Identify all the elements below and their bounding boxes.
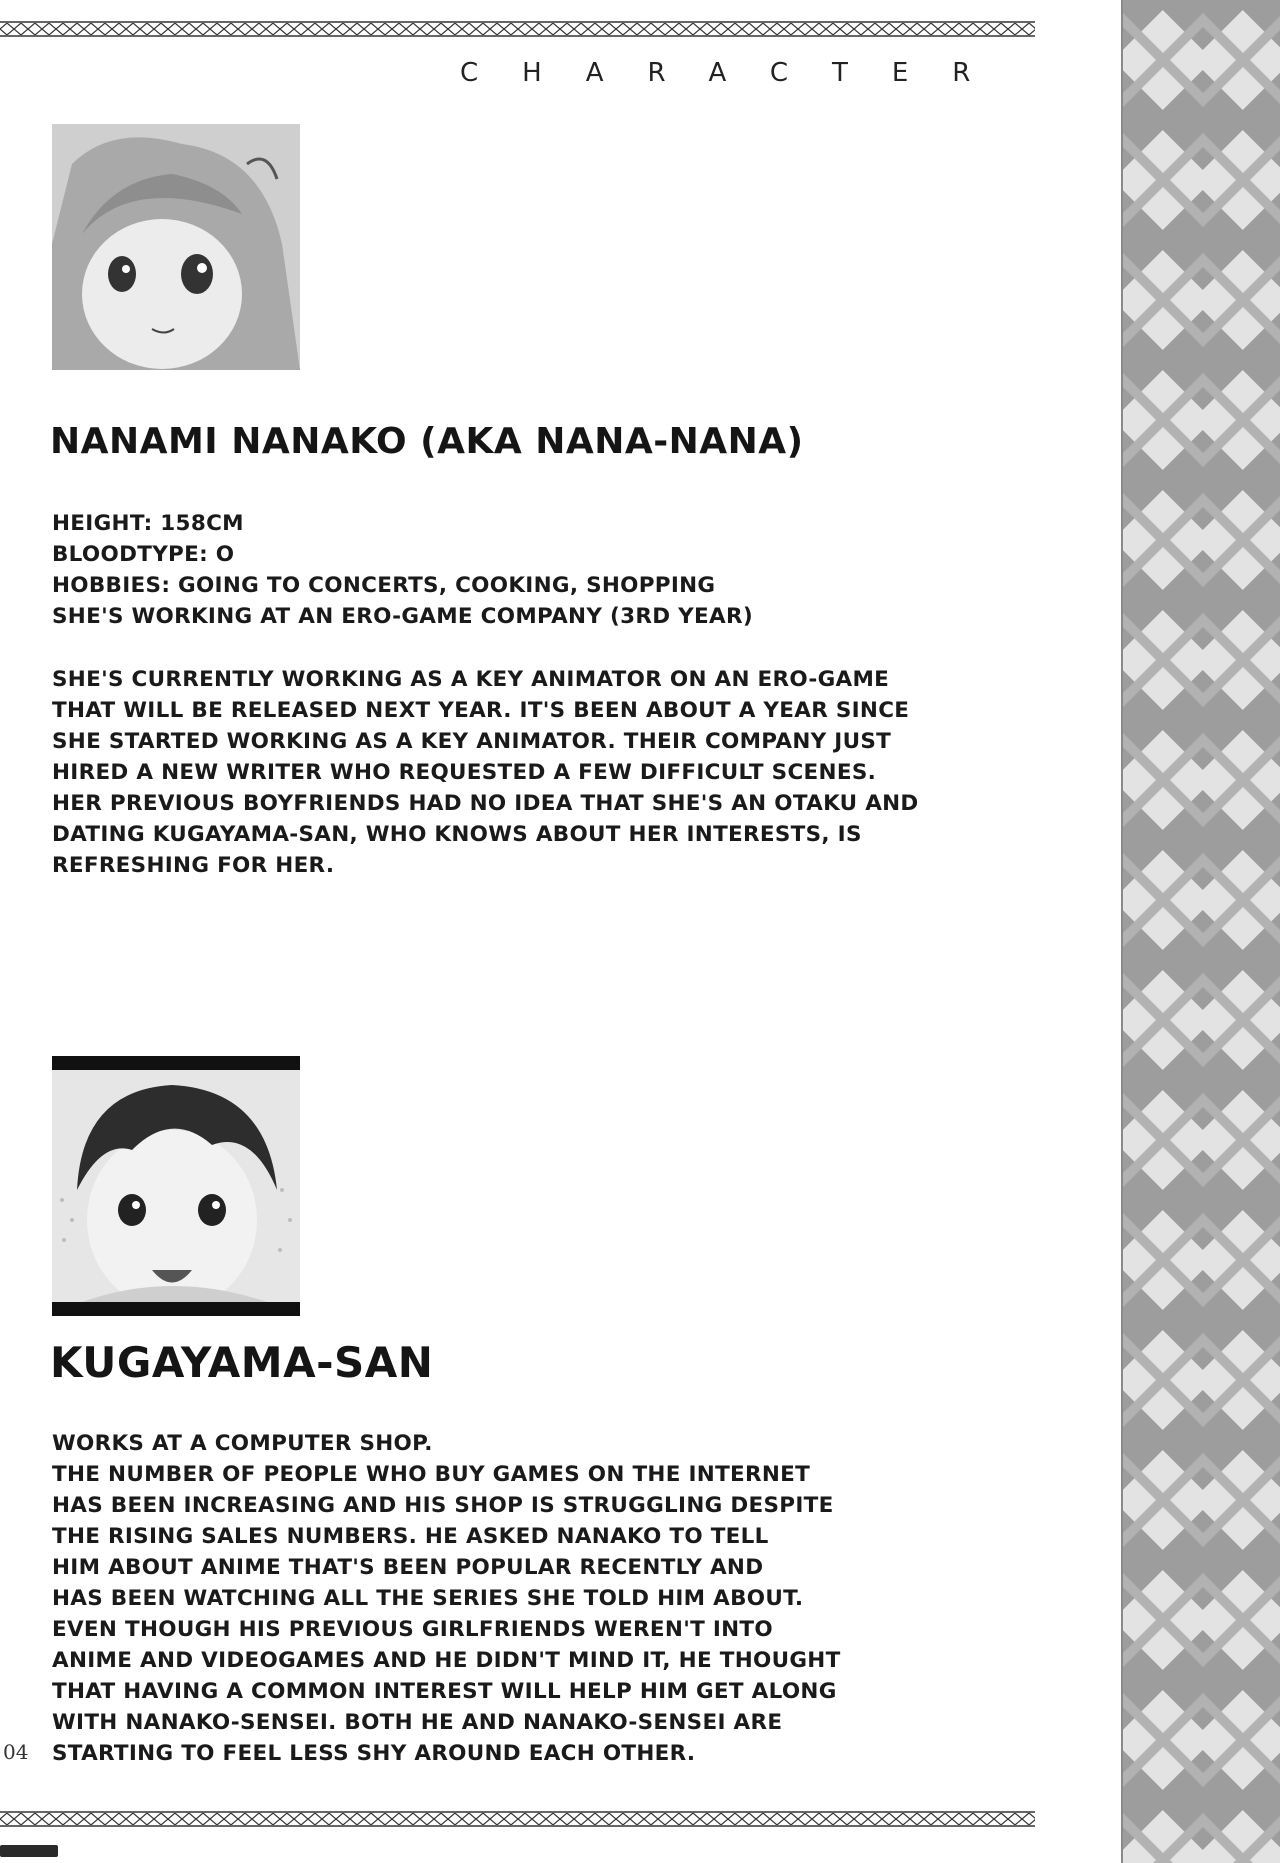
bio-line: THAT HAVING A COMMON INTEREST WILL HELP HIM GET ALONG [52,1679,837,1704]
diamond-pattern-strip [1121,0,1280,1863]
bio-line: REFRESHING FOR HER. [52,853,335,878]
bio-line: EVEN THOUGH HIS PREVIOUS GIRLFRIENDS WEREN'T INTO [52,1617,773,1642]
page-edge-mark [0,1845,58,1857]
bio-line: DATING KUGAYAMA-SAN, WHO KNOWS ABOUT HER INTERESTS, IS [52,822,862,847]
bio-line: WORKS AT A COMPUTER SHOP. [52,1431,433,1456]
bio-line: HAS BEEN INCREASING AND HIS SHOP IS STRUGGLING DESPITE [52,1493,834,1518]
stat-height: HEIGHT: 158CM [52,511,244,536]
bio-line: SHE STARTED WORKING AS A KEY ANIMATOR. THEIR COMPANY JUST [52,729,892,754]
bio-line: ANIME AND VIDEOGAMES AND HE DIDN'T MIND IT, HE THOUGHT [52,1648,841,1673]
bio-line: THAT WILL BE RELEASED NEXT YEAR. IT'S BEEN ABOUT A YEAR SINCE [52,698,910,723]
decorative-bottom-border [0,1810,1035,1828]
page-number: 04 [3,1740,29,1764]
nanako-portrait [52,124,300,370]
stat-hobbies: HOBBIES: GOING TO CONCERTS, COOKING, SHOPPING [52,573,716,598]
bio-line: STARTING TO FEEL LESS SHY AROUND EACH OTHER. [52,1741,696,1766]
bio-line: THE NUMBER OF PEOPLE WHO BUY GAMES ON THE INTERNET [52,1462,811,1487]
bio-line: HIM ABOUT ANIME THAT'S BEEN POPULAR RECENTLY AND [52,1555,764,1580]
bio-line: THE RISING SALES NUMBERS. HE ASKED NANAKO TO TELL [52,1524,769,1549]
character-name-kugayama: KUGAYAMA-SAN [50,1338,434,1387]
bio-line: WITH NANAKO-SENSEI. BOTH HE AND NANAKO-SENSEI ARE [52,1710,783,1735]
character-name-nanako: NANAMI NANAKO (AKA NANA-NANA) [50,421,804,462]
bio-line: HIRED A NEW WRITER WHO REQUESTED A FEW DIFFICULT SCENES. [52,760,877,785]
bio-line: HER PREVIOUS BOYFRIENDS HAD NO IDEA THAT SHE'S AN OTAKU AND [52,791,919,816]
kugayama-portrait [52,1056,300,1316]
stat-bloodtype: BLOODTYPE: O [52,542,235,567]
bio-line: SHE'S CURRENTLY WORKING AS A KEY ANIMATOR ON AN ERO-GAME [52,667,890,692]
section-title: CHARACTER [460,58,1015,88]
decorative-top-border [0,20,1035,38]
stat-occupation: SHE'S WORKING AT AN ERO-GAME COMPANY (3RD YEAR) [52,604,753,629]
bio-line: HAS BEEN WATCHING ALL THE SERIES SHE TOLD HIM ABOUT. [52,1586,804,1611]
